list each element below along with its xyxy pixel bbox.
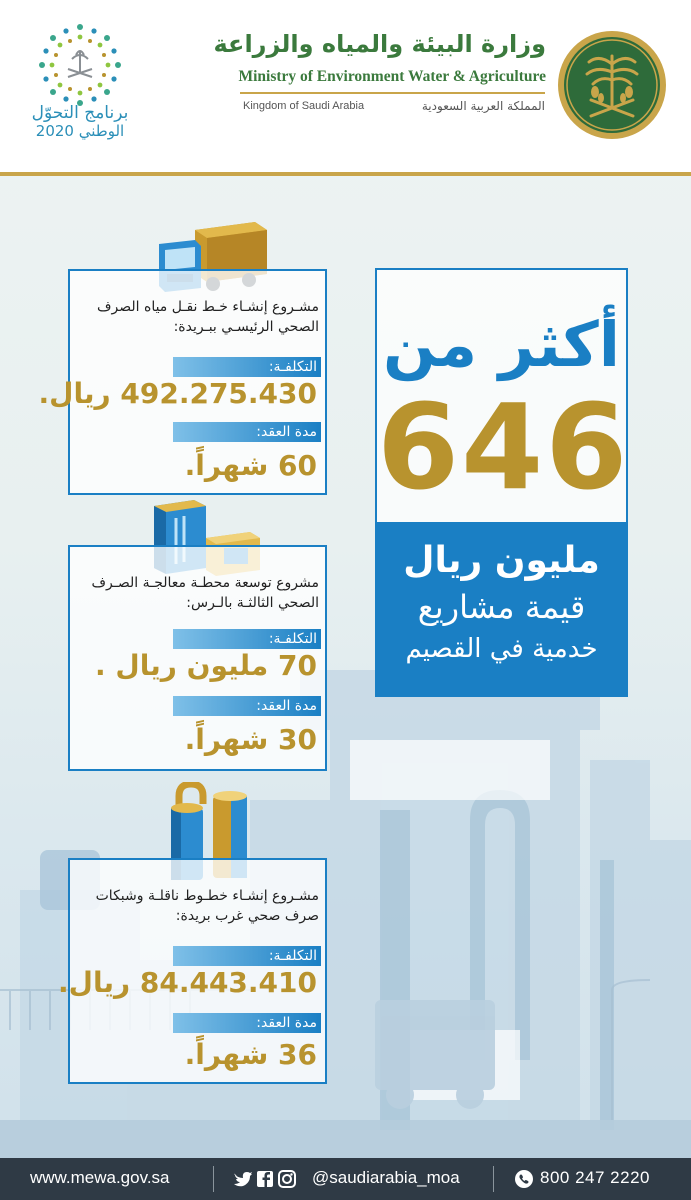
- duration-label: مدة العقد:: [173, 696, 321, 716]
- project-card-2: [68, 545, 327, 771]
- project-title: مشروع توسعة محطـة معالجـة الصـرف الصحي الثالثـة بالـرس:: [91, 575, 319, 611]
- project-title: مشـروع إنشـاء خطـوط ناقلـة وشبكات صرف صحي غرب بريدة:: [95, 888, 319, 924]
- cost-label: التكلفـة:: [173, 357, 321, 377]
- phone-icon: [514, 1169, 534, 1189]
- cost-value: 84.443.410 ريال.: [58, 966, 317, 999]
- instagram-icon[interactable]: [279, 1171, 295, 1187]
- kingdom-name-arabic: المملكة العربية السعودية: [421, 99, 545, 113]
- duration-label: مدة العقد:: [173, 1013, 321, 1033]
- program-title-line2: الوطني 2020: [35, 122, 125, 140]
- program-title-line1: برنامج التحوّل: [31, 103, 129, 123]
- kingdom-name-english: Kingdom of Saudi Arabia: [243, 100, 365, 112]
- summary-description-box: [375, 522, 628, 697]
- footer-separator: [493, 1166, 494, 1192]
- summary-line-currency: مليون ريال: [403, 540, 600, 581]
- social-handle[interactable]: @saudiarabia_moa: [312, 1168, 460, 1187]
- cost-label: التكلفـة:: [173, 946, 321, 966]
- website-link[interactable]: www.mewa.gov.sa: [30, 1168, 170, 1187]
- twitter-icon[interactable]: [234, 1172, 252, 1186]
- summary-panel: [375, 268, 628, 697]
- cost-value: 492.275.430 ريال.: [38, 377, 317, 410]
- phone-number[interactable]: 800 247 2220: [540, 1168, 650, 1187]
- summary-line-value: قيمة مشاريع: [417, 588, 586, 626]
- project-title: مشـروع إنشـاء خـط نقـل مياه الصرف الصحي الرئيسـي ببـريدة:: [97, 299, 319, 335]
- header-divider: [240, 92, 545, 94]
- social-icons: [232, 1169, 302, 1189]
- duration-value: 60 شهراً.: [184, 449, 317, 482]
- header: [0, 0, 691, 176]
- ministry-name-arabic: وزارة البيئة والمياه والزراعة: [213, 30, 546, 58]
- facebook-icon[interactable]: [257, 1171, 273, 1187]
- ministry-name-english: Ministry of Environment Water & Agriculture: [238, 68, 546, 85]
- summary-headline: أكثر من: [383, 308, 620, 381]
- summary-line-region: خدمية في القصيم: [405, 634, 598, 664]
- ministry-emblem-icon: [555, 28, 670, 143]
- footer-separator: [213, 1166, 214, 1192]
- duration-label: مدة العقد:: [173, 422, 321, 442]
- duration-value: 36 شهراً.: [184, 1038, 317, 1071]
- project-card-1: [38, 269, 327, 495]
- summary-amount: 646: [377, 378, 630, 516]
- cost-value: 70 مليون ريال .: [95, 649, 317, 682]
- duration-value: 30 شهراً.: [184, 723, 317, 756]
- cost-label: التكلفـة:: [173, 629, 321, 649]
- project-card-3: [58, 858, 327, 1084]
- footer: [0, 1158, 691, 1200]
